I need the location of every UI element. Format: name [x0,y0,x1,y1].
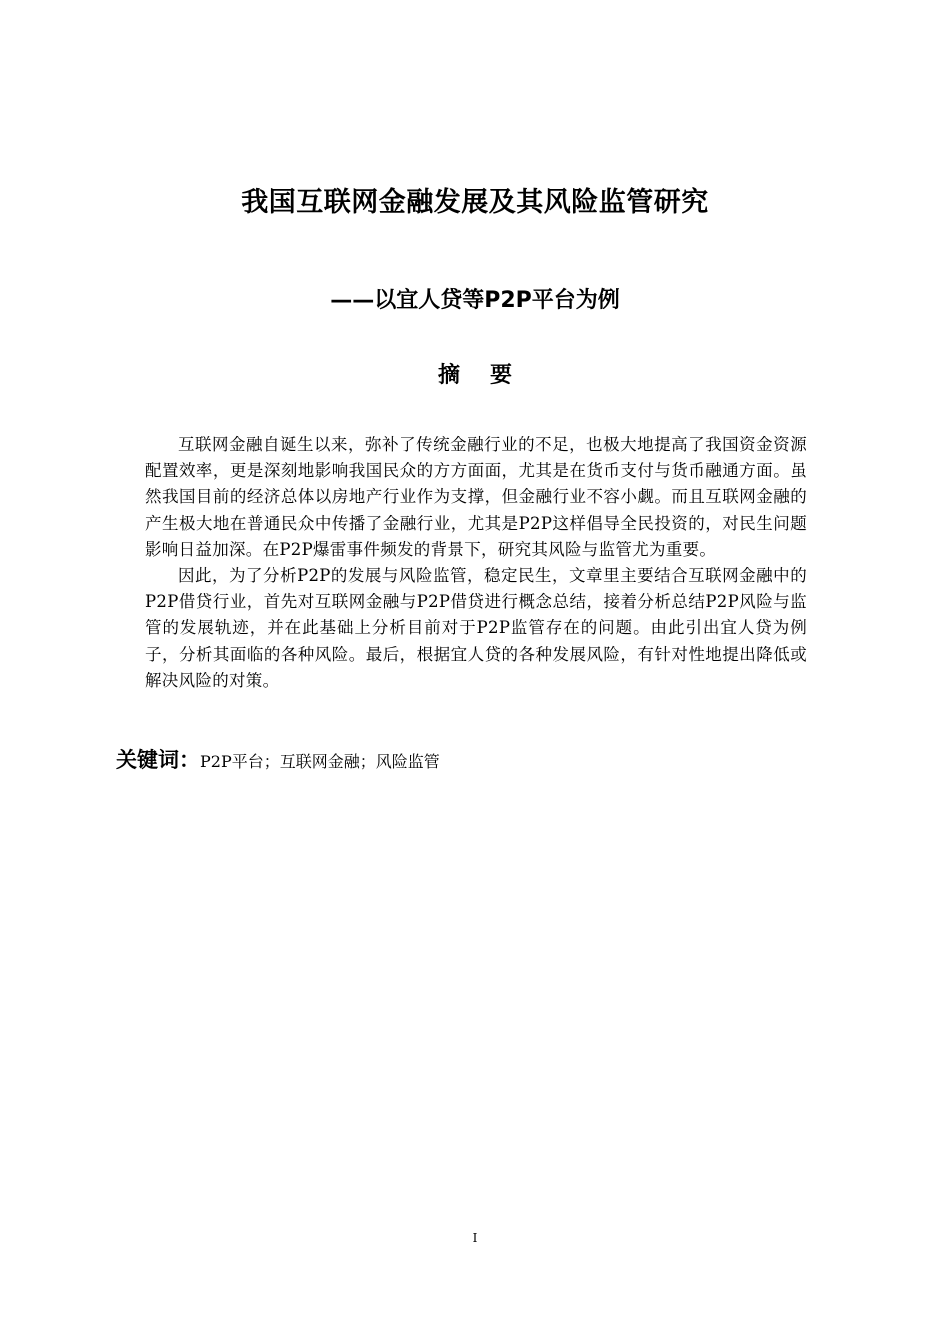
keywords-line [116,744,440,778]
abstract-paragraph: 互联网金融自诞生以来，弥补了传统金融行业的不足，也极大地提高了我国资金资源配置效率，更是深刻地影响我国民众的方方面面，尤其是在货币支付与货币融通方面。虽然我国目前的经济总体以房地产行业作为支撑，但金融行业不容小觑。而且互联网金融的产生极大地在普通民众中传播了金融行业，尤其是P2P这样倡导全民投资的，对民生问题影响日益加深。在P2P爆雷事件频发的背景下，研究其风险与监管尤为重要。 [145,435,807,559]
keywords-value: P2P平台；互联网金融；风险监管 [200,752,440,771]
abstract-body [145,432,807,694]
keywords-label: 关键词： [116,748,200,772]
page-number: I [472,1231,478,1245]
document-title: 我国互联网金融发展及其风险监管研究 [241,187,709,218]
abstract-paragraph: 因此，为了分析P2P的发展与风险监管，稳定民生，文章里主要结合互联网金融中的P2P借贷行业，首先对互联网金融与P2P借贷进行概念总结，接着分析总结P2P风险与监管的发展轨迹，并在此基础上分析目前对于P2P监管存在的问题。由此引出宜人贷为例子，分析其面临的各种风险。最后，根据宜人贷的各种发展风险，有针对性地提出降低或解决风险的对策。 [145,566,807,690]
abstract-heading: 摘要 [437,363,542,388]
document-subtitle: ——以宜人贷等P2P平台为例 [330,288,620,313]
